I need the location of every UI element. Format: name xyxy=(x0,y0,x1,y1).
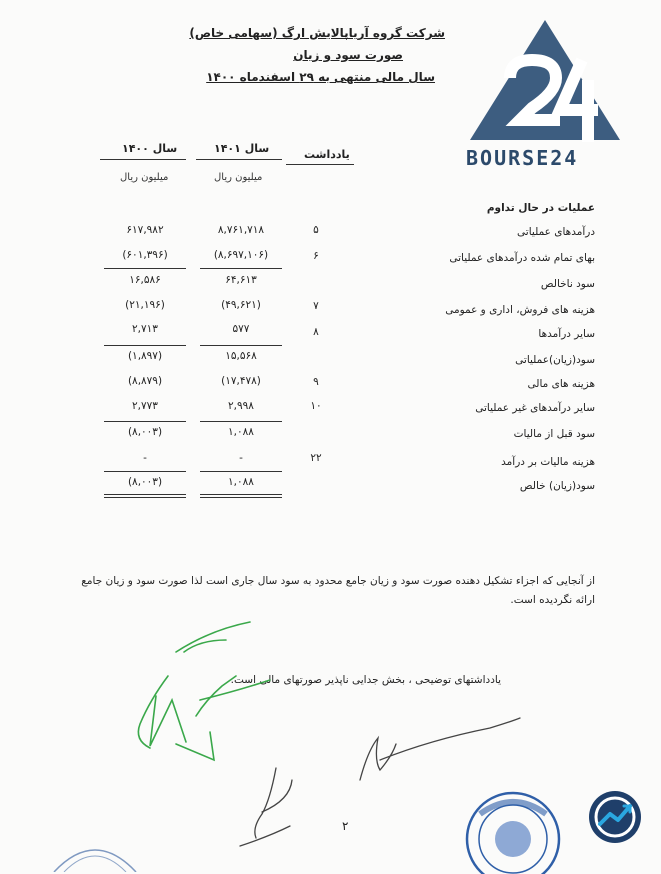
period-title: سال مالی منتهی به ۲۹ اسفندماه ۱۴۰۰ xyxy=(206,70,435,84)
logo-wordmark: BOURSE24 xyxy=(466,146,579,170)
value-1401: - xyxy=(239,452,243,464)
unit-1400: میلیون ریال xyxy=(120,172,169,183)
value-1400: ۱۶,۵۸۶ xyxy=(129,274,161,286)
row-label-operating-revenue: درآمدهای عملیاتی xyxy=(517,226,595,238)
value-1401: (۴۹,۶۲۱) xyxy=(221,299,261,311)
comprehensive-income-note: از آنجایی که اجزاء تشکیل دهنده صورت سود و زیان جامع محدود به سود سال جاری است لذا صورت سود و زیان جامع ارائه نگردیده است. xyxy=(81,575,595,606)
company-seal xyxy=(458,784,568,874)
value-1401: ۶۴,۶۱۳ xyxy=(225,274,257,286)
row-label-other-nonop-income: سایر درآمدهای غیر عملیاتی xyxy=(475,402,595,414)
col-1401-header: سال ۱۴۰۱ xyxy=(214,142,270,155)
row-label-cost-of-revenue: بهای تمام شده درآمدهای عملیاتی xyxy=(449,252,595,264)
value-1401: (۸,۶۹۷,۱۰۶) xyxy=(213,249,269,261)
row-label-gross-profit: سود ناخالص xyxy=(540,278,595,290)
value-1400: (۸,۰۰۳) xyxy=(127,476,163,488)
row-note: ۹ xyxy=(313,376,319,388)
value-1400: (۶۰۱,۳۹۶) xyxy=(122,249,168,261)
value-1401: ۱,۰۸۸ xyxy=(228,476,254,488)
value-1401: ۱,۰۸۸ xyxy=(228,426,254,438)
value-1400: (۸,۰۰۳) xyxy=(127,426,163,438)
value-1401: (۱۷,۴۷۸) xyxy=(221,375,261,387)
row-note: ۷ xyxy=(313,300,319,312)
value-1400: - xyxy=(143,452,147,464)
value-1400: (۸,۸۷۹) xyxy=(127,375,163,387)
row-label-finance-costs: هزینه های مالی xyxy=(527,378,595,390)
row-note: ۸ xyxy=(313,326,319,338)
unit-1401: میلیون ریال xyxy=(214,172,263,183)
value-1400: ۶۱۷,۹۸۲ xyxy=(126,224,164,236)
value-1401: ۲,۹۹۸ xyxy=(228,400,254,412)
auditor-seal xyxy=(50,832,140,872)
bourse24-round-icon xyxy=(588,790,642,844)
value-1401: ۵۷۷ xyxy=(232,323,250,335)
company-title: شرکت گروه آریاپالایش ارگ (سهامی خاص) xyxy=(189,26,445,40)
row-label-profit-before-tax: سود قبل از مالیات xyxy=(513,428,595,440)
row-note: ۱۰ xyxy=(310,400,322,412)
row-label-continuing-ops: عملیات در حال تداوم xyxy=(486,202,595,214)
row-label-other-income: سایر درآمدها xyxy=(538,328,595,340)
notes-disclaimer: یادداشتهای توضیحی ، بخش جدایی ناپذیر صورتهای مالی است. xyxy=(230,674,501,686)
statement-title: صورت سود و زیان xyxy=(293,48,403,62)
row-label-operating-profit: سود(زیان)عملیاتی xyxy=(515,354,595,366)
value-1401: ۱۵,۵۶۸ xyxy=(225,350,257,362)
row-label-net-profit: سود(زیان) خالص xyxy=(519,480,595,492)
row-note: ۲۲ xyxy=(310,452,322,464)
row-label-income-tax: هزینه مالیات بر درآمد xyxy=(501,456,595,468)
value-1400: (۲۱,۱۹۶) xyxy=(125,299,165,311)
col-1400-header: سال ۱۴۰۰ xyxy=(122,142,178,155)
row-label-sga-expenses: هزینه های فروش، اداری و عمومی xyxy=(445,304,595,316)
row-note: ۶ xyxy=(313,250,319,262)
value-1400: ۲,۷۱۳ xyxy=(132,323,158,335)
row-note: ۵ xyxy=(313,224,319,236)
col-note-header: یادداشت xyxy=(304,148,350,161)
page-number: ۲ xyxy=(342,819,349,833)
value-1400: (۱,۸۹۷) xyxy=(127,350,163,362)
value-1401: ۸,۷۶۱,۷۱۸ xyxy=(217,224,265,236)
value-1400: ۲,۷۷۳ xyxy=(132,400,158,412)
